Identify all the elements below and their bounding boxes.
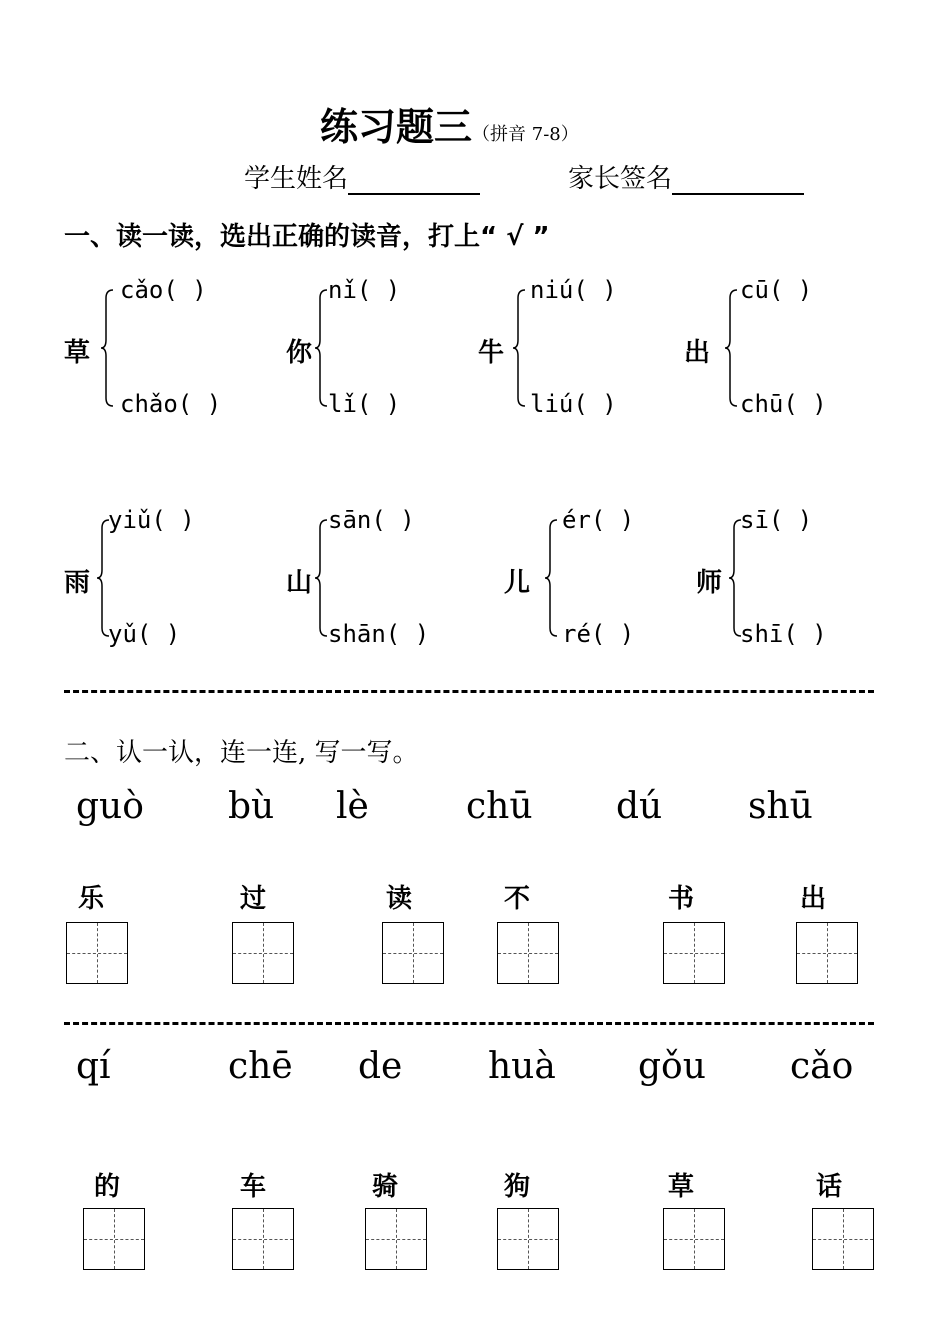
item-char: 师	[696, 568, 723, 598]
option-top: cū( )	[740, 276, 813, 304]
option-bottom: yǔ( )	[108, 620, 181, 648]
parent-sign-label: 家长签名	[568, 164, 673, 194]
answer-paren[interactable]: ( )	[783, 620, 827, 648]
page-title	[320, 96, 579, 151]
character-label: 乐	[78, 884, 105, 914]
answer-paren[interactable]: ( )	[163, 276, 207, 304]
item-char: 牛	[478, 338, 505, 368]
section2-title: 二、认一认，连一连, 写一写。	[64, 738, 419, 768]
pinyin-word: cǎo	[790, 1046, 854, 1087]
parent-sign-field[interactable]	[672, 167, 804, 195]
answer-paren[interactable]: ( )	[768, 506, 813, 534]
pinyin-word: dú	[616, 786, 663, 827]
dashed-divider	[64, 1022, 874, 1025]
item-char: 出	[684, 338, 711, 368]
writing-box[interactable]	[365, 1208, 427, 1270]
pinyin-word: chē	[228, 1046, 293, 1087]
option-bottom: shān( )	[328, 620, 430, 648]
option-bottom: chǎo( )	[120, 390, 222, 418]
character-label: 读	[386, 884, 413, 914]
option-top: ér( )	[562, 506, 635, 534]
section1-title: 一、读一读，选出正确的读音，打上“ √ ”	[64, 222, 550, 252]
pinyin-word: huà	[488, 1046, 556, 1087]
answer-paren[interactable]: ( )	[385, 620, 430, 648]
pinyin-word: shū	[748, 786, 813, 827]
character-label: 骑	[372, 1172, 399, 1202]
title-text: 练习题三	[320, 105, 473, 149]
answer-paren[interactable]: ( )	[151, 506, 195, 534]
writing-box[interactable]	[497, 1208, 559, 1270]
writing-box[interactable]	[66, 922, 128, 984]
option-top: yiǔ( )	[108, 506, 195, 534]
option-bottom: shī( )	[740, 620, 827, 648]
answer-paren[interactable]: ( )	[768, 276, 813, 304]
writing-box[interactable]	[497, 922, 559, 984]
writing-box[interactable]	[663, 1208, 725, 1270]
parent-sign-line	[568, 158, 804, 195]
character-label: 书	[668, 884, 695, 914]
character-label: 狗	[504, 1172, 531, 1202]
option-top: sān( )	[328, 506, 415, 534]
pinyin-word: gǒu	[638, 1046, 706, 1087]
answer-paren[interactable]: ( )	[573, 276, 617, 304]
pinyin-word: chū	[466, 786, 533, 827]
item-char: 雨	[64, 568, 91, 598]
student-name-label: 学生姓名	[244, 164, 349, 194]
pinyin-word: lè	[336, 786, 369, 827]
character-label: 话	[816, 1172, 843, 1202]
answer-paren[interactable]: ( )	[783, 390, 827, 418]
answer-paren[interactable]: ( )	[356, 276, 401, 304]
option-top: nǐ( )	[328, 276, 401, 304]
character-label: 车	[240, 1172, 267, 1202]
writing-box[interactable]	[83, 1208, 145, 1270]
writing-box[interactable]	[382, 922, 444, 984]
brace-icon	[314, 518, 328, 638]
student-name-line	[244, 158, 480, 195]
character-label: 草	[668, 1172, 695, 1202]
answer-paren[interactable]: ( )	[590, 506, 635, 534]
answer-paren[interactable]: ( )	[573, 390, 617, 418]
dashed-divider	[64, 690, 874, 693]
pinyin-word: de	[358, 1046, 403, 1087]
answer-paren[interactable]: ( )	[371, 506, 415, 534]
answer-paren[interactable]: ( )	[136, 620, 181, 648]
pinyin-word: qí	[76, 1046, 111, 1087]
option-top: cǎo( )	[120, 276, 207, 304]
option-top: niú( )	[530, 276, 617, 304]
writing-box[interactable]	[663, 922, 725, 984]
character-label: 不	[504, 884, 531, 914]
brace-icon	[100, 288, 114, 408]
option-bottom: lǐ( )	[328, 390, 401, 418]
brace-icon	[724, 288, 738, 408]
option-bottom: chū( )	[740, 390, 827, 418]
writing-box[interactable]	[232, 1208, 294, 1270]
brace-icon	[544, 518, 558, 638]
item-char: 儿	[504, 568, 531, 598]
character-label: 的	[94, 1172, 121, 1202]
answer-paren[interactable]: ( )	[177, 390, 222, 418]
item-char: 你	[286, 338, 313, 368]
writing-box[interactable]	[812, 1208, 874, 1270]
writing-box[interactable]	[232, 922, 294, 984]
answer-paren[interactable]: ( )	[356, 390, 401, 418]
option-top: sī( )	[740, 506, 813, 534]
option-bottom: ré( )	[562, 620, 635, 648]
answer-paren[interactable]: ( )	[590, 620, 635, 648]
student-name-field[interactable]	[348, 167, 480, 195]
character-label: 过	[240, 884, 267, 914]
title-subtitle: （拼音 7-8）	[472, 124, 579, 145]
item-char: 山	[286, 568, 313, 598]
option-bottom: liú( )	[530, 390, 617, 418]
character-label: 出	[800, 884, 827, 914]
brace-icon	[512, 288, 526, 408]
brace-icon	[314, 288, 328, 408]
pinyin-word: guò	[76, 786, 144, 827]
writing-box[interactable]	[796, 922, 858, 984]
pinyin-word: bù	[228, 786, 275, 827]
item-char: 草	[64, 338, 91, 368]
